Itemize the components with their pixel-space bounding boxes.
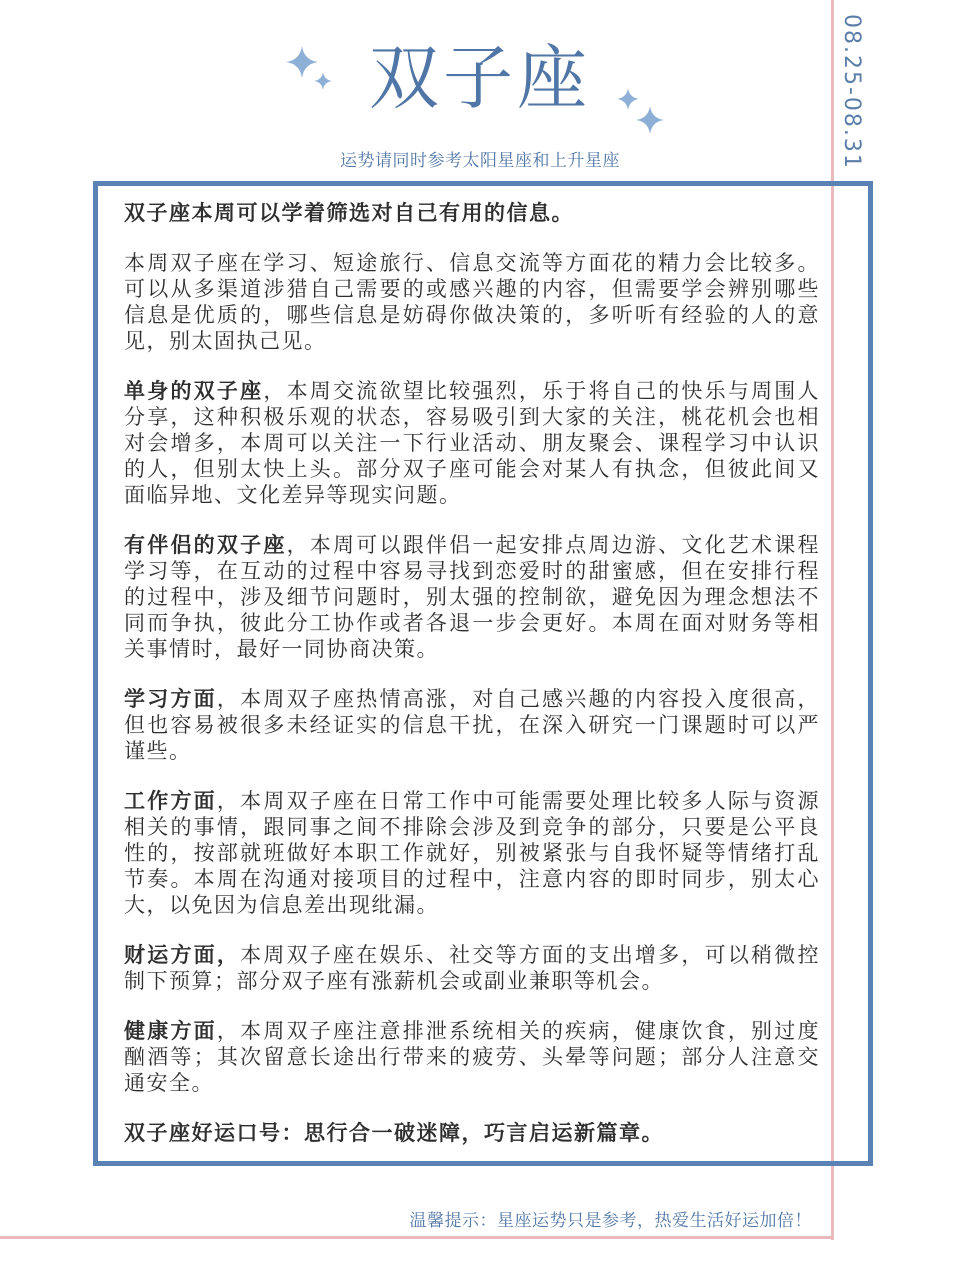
footer-tip: 温馨提示：星座运势只是参考，热爱生活好运加倍！: [409, 1211, 812, 1231]
section-label: 学习方面: [124, 687, 217, 711]
section-partnered: [124, 532, 820, 662]
section-work: [124, 788, 820, 918]
pink-horizontal-line: [0, 1236, 834, 1239]
section-label: 工作方面: [124, 789, 217, 813]
section-label: 单身的双子座: [124, 379, 264, 403]
section-single: [124, 378, 820, 508]
section-label: 有伴侣的双子座: [124, 533, 287, 557]
section-study: [124, 686, 820, 764]
section-text: ，本周双子座在日常工作中可能需要处理比较多人际与资源相关的事情，跟同事之间不排除会涉及到竞争的部分，只要是公平良性的，按部就班做好本职工作就好，别被紧张与自我怀疑等情绪打乱节奏。本周在沟通对接项目的过程中，注意内容的即时同步，别太心大，以免因为信息差出现纰漏。: [124, 789, 821, 917]
section-text: ，本周交流欲望比较强烈，乐于将自己的快乐与周围人分享，这种积极乐观的状态，容易吸引到大家的关注，桃花机会也相对会增多，本周可以关注一下行业活动、朋友聚会、课程学习中认识的人，但别太快上头。部分双子座可能会对某人有执念，但彼此间又面临异地、文化差异等现实问题。: [124, 379, 821, 507]
intro-text: 本周双子座在学习、短途旅行、信息交流等方面花的精力会比较多。可以从多渠道涉猎自己需要的或感兴趣的内容，但需要学会辨别哪些信息是优质的，哪些信息是妨碍你做决策的，多听听有经验的人的意见，别太固执己见。: [124, 251, 820, 353]
section-health: [124, 1018, 820, 1096]
section-text: ，本周双子座热情高涨，对自己感兴趣的内容投入度很高，但也容易被很多未经证实的信息干扰，在深入研究一门课题时可以严谨些。: [124, 687, 821, 763]
date-range: 08.25-08.31: [839, 14, 864, 170]
section-text: 本周双子座在娱乐、社交等方面的支出增多，可以稍微控制下预算；部分双子座有涨薪机会或副业兼职等机会。: [124, 943, 821, 993]
page-title: 双子座: [369, 37, 591, 119]
section-wealth: [124, 942, 820, 994]
section-text: ，本周双子座注意排泄系统相关的疾病，健康饮食，别过度酗酒等；其次留意长途出行带来的疲劳、头晕等问题；部分人注意交通安全。: [124, 1019, 821, 1095]
section-text: ，本周可以跟伴侣一起安排点周边游、文化艺术课程学习等，在互动的过程中容易寻找到恋爱时的甜蜜感，但在安排行程的过程中，涉及细节问题时，别太强的控制欲，避免因为理念想法不同而争执，彼此分工协作或者各退一步会更好。本周在面对财务等相关事情时，最好一同协商决策。: [124, 533, 821, 661]
page-subtitle: 运势请同时参考太阳星座和上升星座: [340, 151, 620, 171]
section-label: 健康方面: [124, 1019, 217, 1043]
content-body: [124, 200, 820, 1170]
section-label: 财运方面，: [124, 943, 241, 967]
content-box: [93, 181, 873, 1166]
slogan: 双子座好运口号：思行合一破迷障，巧言启运新篇章。: [124, 1121, 664, 1145]
intro-heading: 双子座本周可以学着筛选对自己有用的信息。: [124, 201, 574, 225]
